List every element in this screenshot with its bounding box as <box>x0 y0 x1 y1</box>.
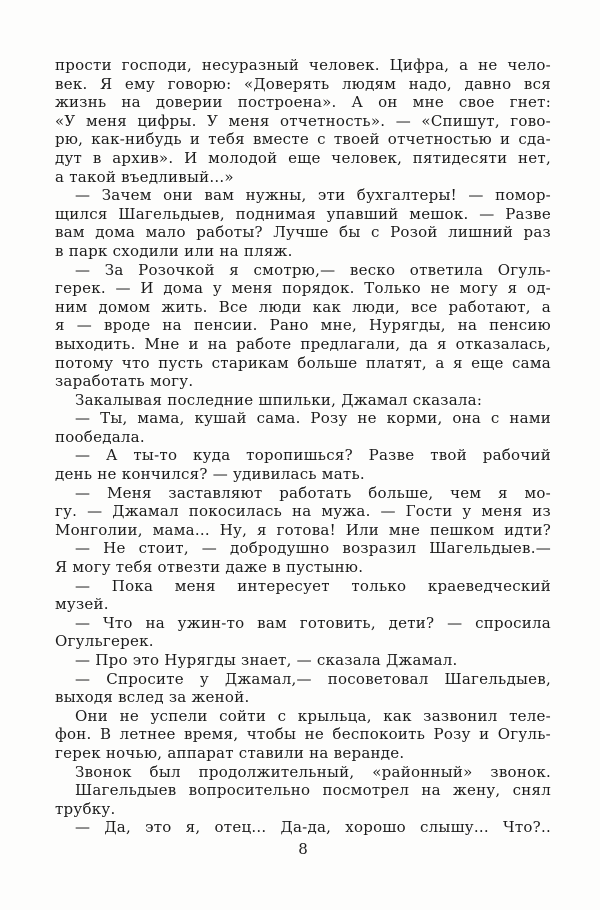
text-line: — А ты-то куда торопишься? Разве твой рабочий <box>75 446 551 465</box>
text-line: заработать могу. <box>55 372 194 391</box>
text-line: — Ты, мама, кушай сама. Розу не корми, она с нами <box>75 409 551 428</box>
text-line: — Меня заставляют работать больше, чем я мо- <box>75 483 551 502</box>
text-line: выходить. Мне и на работе предлагали, да я отказалась, <box>55 334 551 353</box>
text-line: Закалывая последние шпильки, Джамал сказала: <box>75 390 483 409</box>
text-line: фон. В летнее время, чтобы не беспокоить Розу и Огуль- <box>55 725 551 744</box>
text-line: Огульгерек. <box>55 632 154 651</box>
text-line: Они не успели сойти с крыльца, как зазвонил теле- <box>75 706 551 725</box>
page-number: 8 <box>298 840 308 858</box>
text-line: — Про это Нурягды знает, — сказала Джамал. <box>75 651 458 669</box>
text-line: — Зачем они вам нужны, эти бухгалтеры! — помор- <box>75 186 551 205</box>
text-line: я — вроде на пенсии. Рано мне, Нурягды, на пенсию <box>55 316 551 335</box>
text-line: герек ночью, аппарат ставили на веранде. <box>55 743 405 762</box>
text-line: дут в архив». И молодой еще человек, пятидесяти нет, <box>55 148 551 167</box>
text-line: Монголии, мама... Ну, я готова! Или мне пешком идти? <box>55 520 551 539</box>
text-line: Я могу тебя отвезти даже в пустыню. <box>55 558 364 577</box>
text-line: в парк сходили или на пляж. <box>55 241 293 260</box>
text-line: выходя вслед за женой. <box>55 688 250 707</box>
text-line: — Что на ужин-то вам готовить, дети? — спросила <box>75 613 551 632</box>
text-line: век. Я ему говорю: «Доверять людям надо, давно вся <box>55 74 551 93</box>
text-line: рю, как-нибудь и тебя вместе с твоей отчетностью и сда- <box>55 130 551 149</box>
text-line: Звонок был продолжительный, «районный» звонок. <box>75 762 551 781</box>
text-line: день не кончился? — удивилась мать. <box>55 465 365 484</box>
text-line: — Пока меня интересует только краеведческий <box>75 576 551 595</box>
text-line: — Да, это я, отец... Да-да, хорошо слышу... Что?.. <box>75 818 551 837</box>
text-line: щился Шагельдыев, поднимая упавший мешок. — Разве <box>55 204 551 223</box>
text-line: Шагельдыев вопросительно посмотрел на жену, снял <box>75 781 551 800</box>
text-line: пообедала. <box>55 427 145 446</box>
text-line: ним домом жить. Все люди как люди, все работают, а <box>55 297 551 316</box>
text-line: прости господи, несуразный человек. Цифра, а не чело- <box>55 56 551 74</box>
text-line: вам дома мало работы? Лучше бы с Розой лишний раз <box>55 223 551 242</box>
text-block <box>55 56 551 837</box>
text-line: а такой въедливый...» <box>55 167 234 186</box>
text-line: музей. <box>55 595 109 614</box>
text-line: герек. — И дома у меня порядок. Только не могу я од- <box>55 279 551 298</box>
text-line: жизнь на доверии построена». А он мне свое гнет: <box>55 93 551 112</box>
text-line: — За Розочкой я смотрю,— веско ответила Огуль- <box>75 260 551 279</box>
text-line: потому что пусть старикам больше платят, а я еще сама <box>55 353 551 372</box>
text-line: — Спросите у Джамал,— посоветовал Шагельдыев, <box>75 669 551 688</box>
text-line: — Не стоит, — добродушно возразил Шагельдыев.— <box>75 539 551 558</box>
text-line: гу. — Джамал покосилась на мужа. — Гости у меня из <box>55 502 551 521</box>
text-line: «У меня цифры. У меня отчетность». — «Спишут, гово- <box>55 111 551 130</box>
text-line: трубку. <box>55 799 116 818</box>
